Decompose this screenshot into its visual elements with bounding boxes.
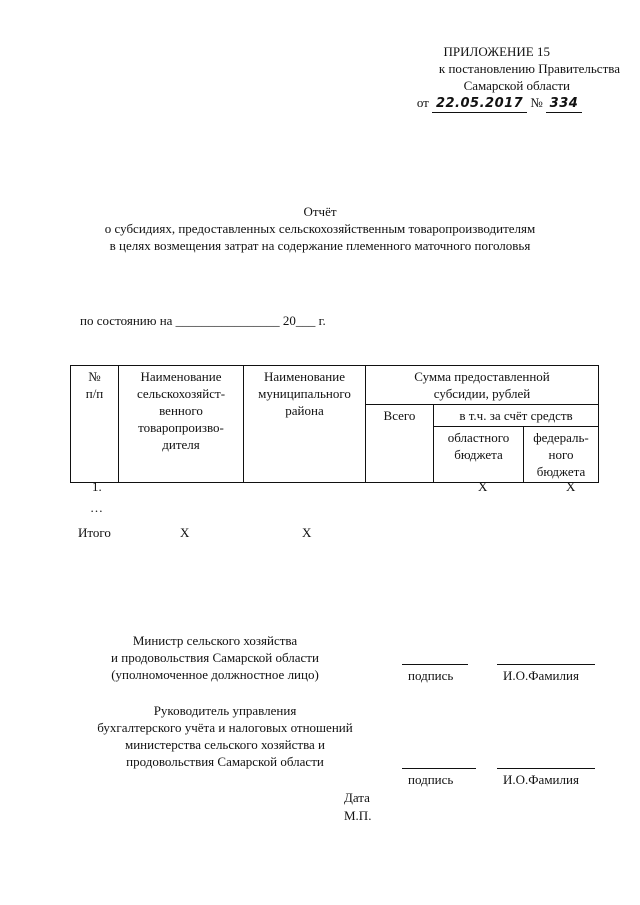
head-line-4: продовольствия Самарской области — [126, 754, 324, 769]
appendix-region: Самарской области — [463, 78, 570, 93]
title-line-2: о субсидиях, предоставленных сельскохозяйственным товаропроизводителям — [104, 221, 536, 236]
head-line-2: бухгалтерского учёта и налоговых отношений — [97, 720, 353, 735]
as-of-year: 20___ г. — [282, 313, 326, 328]
header-total: Всего — [366, 405, 434, 483]
minister-signature-line — [402, 664, 468, 665]
report-title — [0, 203, 640, 254]
handwritten-number: 334 — [546, 95, 582, 113]
header-num: № п/п — [71, 366, 119, 483]
from-label: от — [416, 95, 429, 110]
header-regional-budget: областного бюджета — [434, 427, 524, 483]
title-line-1: Отчёт — [303, 204, 337, 219]
header-district-name: Наименование муниципального района — [244, 366, 366, 483]
header-subsidy-sum: Сумма предоставленной субсидии, рублей — [366, 366, 599, 405]
as-of-blank: ________________ — [175, 313, 280, 328]
minister-name-line — [497, 664, 595, 665]
minister-block — [70, 632, 360, 683]
minister-signature-label: подпись — [408, 668, 454, 683]
appendix-title: ПРИЛОЖЕНИЕ 15 — [443, 44, 550, 59]
minister-line-3: (уполномоченное должностное лицо) — [111, 667, 319, 682]
head-block — [70, 702, 380, 770]
seal-label: М.П. — [344, 808, 372, 823]
head-line-3: министерства сельского хозяйства и — [124, 737, 326, 752]
minister-line-1: Министр сельского хозяйства — [132, 633, 298, 648]
handwritten-date: 22.05.2017 — [432, 95, 527, 113]
number-label: № — [530, 95, 543, 110]
title-line-3: в целях возмещения затрат на содержание племенного маточного поголовья — [109, 238, 531, 253]
as-of-line — [80, 313, 326, 329]
header-producer-name: Наименование сельскохозяйст- венного товаропроизво- дителя — [119, 366, 244, 483]
head-name-line — [497, 768, 595, 769]
head-signature-label: подпись — [408, 772, 454, 787]
row1-federal-x: X — [566, 479, 576, 494]
minister-name-label: И.О.Фамилия — [503, 668, 579, 683]
total-label: Итого — [78, 525, 111, 540]
head-signature-line — [402, 768, 476, 769]
row-ellipsis: … — [90, 500, 103, 515]
total-district-x: X — [302, 525, 312, 540]
appendix-date-line — [360, 94, 620, 113]
head-line-1: Руководитель управления — [153, 703, 297, 718]
appendix-resolution: к постановлению Правительства — [438, 61, 620, 76]
total-name-x: X — [180, 525, 190, 540]
report-table — [70, 365, 599, 483]
as-of-label: по состоянию на — [80, 313, 173, 328]
head-name-label: И.О.Фамилия — [503, 772, 579, 787]
row1-number: 1. — [92, 479, 102, 494]
row1-regional-x: X — [478, 479, 488, 494]
appendix-block — [360, 43, 620, 113]
minister-line-2: и продовольствия Самарской области — [111, 650, 319, 665]
header-federal-budget: федераль- ного бюджета — [524, 427, 599, 483]
header-including: в т.ч. за счёт средств — [434, 405, 599, 427]
date-label: Дата — [344, 790, 370, 805]
